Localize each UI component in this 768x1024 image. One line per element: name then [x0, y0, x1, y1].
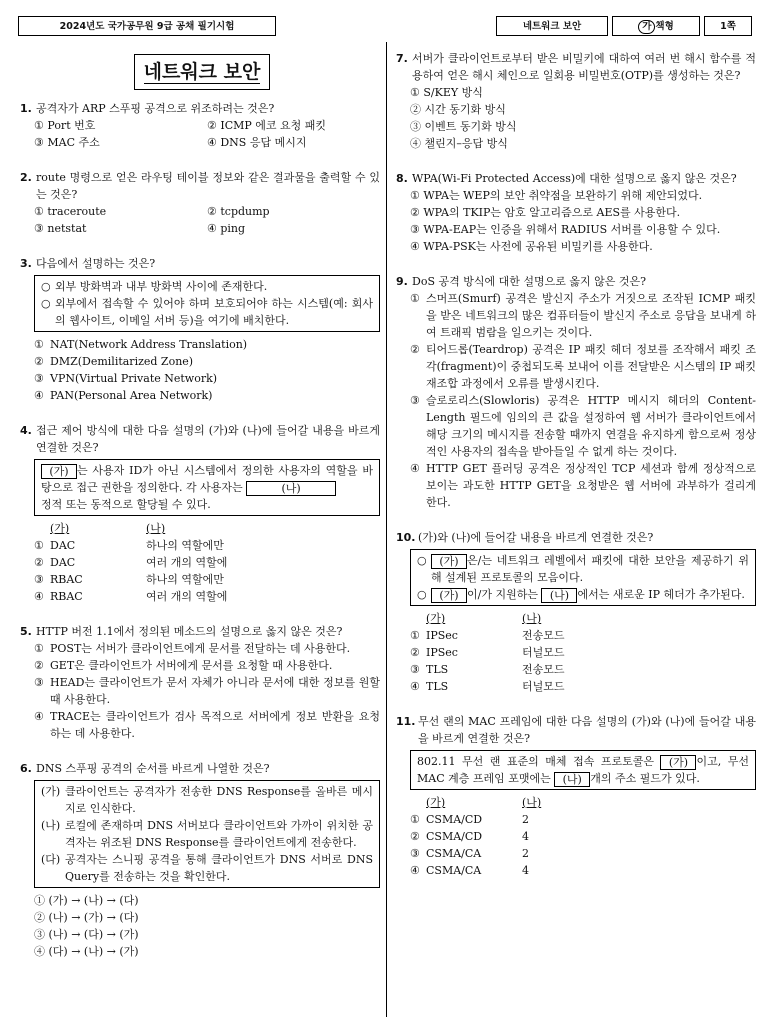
- option-4[interactable]: ④ (다) → (나) → (가): [34, 945, 139, 958]
- option-1[interactable]: ① DAC 하나의 역할에만: [34, 539, 224, 552]
- question-8: [396, 170, 756, 255]
- question-number: 7.: [396, 52, 408, 65]
- question-5: [20, 623, 380, 742]
- question-text: route 명령으로 얻은 라우팅 테이블 정보와 같은 결과물을 출력할 수 있는 것은?: [36, 171, 380, 201]
- booklet-mark: 가: [638, 20, 655, 34]
- option-3[interactable]: ③ CSMA/CA 2: [410, 847, 529, 860]
- blank-ga: (가): [660, 755, 696, 770]
- option-2[interactable]: ② ICMP 에코 요청 패킷: [207, 119, 327, 132]
- question-2: [20, 169, 380, 237]
- item-label: (나): [41, 819, 61, 832]
- question-text: 공격자가 ARP 스푸핑 공격으로 위조하려는 것은?: [36, 102, 275, 115]
- column-header-ga: (가): [50, 522, 70, 535]
- box-text: 802.11 무선 랜 표준의 매체 접속 프로토콜은: [417, 755, 654, 768]
- question-10: [396, 529, 756, 695]
- option-1[interactable]: ① POST는 서버가 클라이언트에게 문서를 전달하는 데 사용한다.: [34, 642, 351, 655]
- bullet-icon: ○: [417, 554, 427, 567]
- question-number: 9.: [396, 275, 408, 288]
- question-box: [34, 459, 380, 516]
- option-4[interactable]: ④ DNS 응답 메시지: [207, 136, 307, 149]
- bullet-icon: ○: [417, 588, 427, 601]
- option-4[interactable]: ④ TRACE는 클라이언트가 검사 목적으로 서버에게 정보 반환을 요청하는 데 사용한다.: [34, 710, 380, 740]
- box-text: 는 사용자 ID가 아닌 시스템에서 정의한 사용자의 역할을 바탕으로 접근 권한을 정의한다. 각 사용자는: [41, 464, 373, 494]
- question-number: 4.: [20, 424, 32, 437]
- exam-header: 2024년도 국가공무원 9급 공채 필기시험: [18, 16, 276, 36]
- question-number: 11.: [396, 715, 416, 728]
- question-box: [34, 275, 380, 332]
- option-1[interactable]: ① (가) → (나) → (다): [34, 894, 139, 907]
- option-1[interactable]: ① CSMA/CD 2: [410, 813, 529, 826]
- question-6: [20, 760, 380, 960]
- question-number: 1.: [20, 102, 32, 115]
- question-box: [410, 750, 756, 790]
- question-box: [34, 780, 380, 888]
- column-header-na: (나): [522, 612, 542, 625]
- option-1[interactable]: ① S/KEY 방식: [410, 86, 483, 99]
- option-2[interactable]: ② WPA의 TKIP는 암호 알고리즘으로 AES를 사용한다.: [410, 206, 681, 219]
- option-1[interactable]: ① traceroute: [34, 205, 107, 218]
- option-2[interactable]: ② IPSec 터널모드: [410, 646, 565, 659]
- option-3[interactable]: ③ (나) → (다) → (가): [34, 928, 139, 941]
- option-2[interactable]: ② (나) → (가) → (다): [34, 911, 139, 924]
- option-4[interactable]: ④ WPA-PSK는 사전에 공유된 비밀키를 사용한다.: [410, 240, 653, 253]
- blank-na: (나): [246, 481, 336, 496]
- question-text: HTTP 버전 1.1에서 정의된 메소드의 설명으로 옳지 않은 것은?: [36, 625, 343, 638]
- option-1[interactable]: ① IPSec 전송모드: [410, 629, 565, 642]
- blank-ga: (가): [41, 464, 77, 479]
- question-number: 3.: [20, 257, 32, 270]
- option-4[interactable]: ④ HTTP GET 플러딩 공격은 정상적인 TCP 세션과 함께 정상적으로 보이는 과도한 HTTP GET을 요청받은 웹 서버에 과부하가 걸리게 한다.: [410, 462, 756, 509]
- left-column: [20, 100, 380, 978]
- column-header-na: (나): [522, 796, 542, 809]
- question-text: 접근 제어 방식에 대한 다음 설명의 (가)와 (나)에 들어갈 내용을 바르게 연결한 것은?: [36, 424, 380, 454]
- option-3[interactable]: ③ netstat: [34, 222, 87, 235]
- question-text: 서버가 클라이언트로부터 받은 비밀키에 대하여 여러 번 해시 함수를 적용하여 얻은 해시 체인으로 일회용 비밀번호(OTP)를 생성하는 것은?: [412, 52, 756, 82]
- option-3[interactable]: ③ TLS 전송모드: [410, 663, 565, 676]
- question-9: [396, 273, 756, 511]
- question-4: [20, 422, 380, 605]
- option-4[interactable]: ④ CSMA/CA 4: [410, 864, 529, 877]
- option-2[interactable]: ② DAC 여러 개의 역할에: [34, 556, 228, 569]
- option-1[interactable]: ① Port 번호: [34, 119, 96, 132]
- option-1[interactable]: ① 스머프(Smurf) 공격은 발신지 주소가 거짓으로 조작된 ICMP 패킷을 받은 네트워크의 많은 컴퓨터들이 발신지 주소로 응답을 보내게 하여 트래픽 범람을 일으키는 것이다.: [410, 292, 756, 339]
- option-1[interactable]: ① NAT(Network Address Translation): [34, 338, 248, 351]
- box-text: 이/가 지원하는: [467, 588, 538, 601]
- blank-na: (나): [554, 772, 590, 787]
- option-3[interactable]: ③ HEAD는 클라이언트가 문서 자체가 아니라 문서에 대한 정보를 원할 때 사용한다.: [34, 676, 380, 706]
- question-number: 8.: [396, 172, 408, 185]
- option-4[interactable]: ④ ping: [207, 222, 246, 235]
- option-4[interactable]: ④ TLS 터널모드: [410, 680, 565, 693]
- column-header-ga: (가): [426, 612, 446, 625]
- option-3[interactable]: ③ 슬로로리스(Slowloris) 공격은 HTTP 메시지 헤더의 Content-Length 필드에 임의의 큰 값을 설정하여 웹 서버가 클라이언트에서 해당 크기의 메시지를 전송할 때까지 연결을 유지하게 함으로써 정상적인 사용자의 접속을 받아들일 수 없게 하는 것이다.: [410, 394, 756, 458]
- option-3[interactable]: ③ MAC 주소: [34, 136, 100, 149]
- option-2[interactable]: ② CSMA/CD 4: [410, 830, 529, 843]
- box-statement: 클라이언트는 공격자가 전송한 DNS Response를 올바른 메시지로 인식한다.: [65, 785, 373, 815]
- question-11: [396, 713, 756, 879]
- option-2[interactable]: ② tcpdump: [207, 205, 270, 218]
- box-text: 이고, 무선 MAC 계층 프레임 포맷에는: [417, 755, 749, 785]
- bullet-icon: ○: [41, 280, 51, 293]
- option-4[interactable]: ④ PAN(Personal Area Network): [34, 389, 213, 402]
- box-text: 은/는 네트워크 레벨에서 패킷에 대한 보안을 제공하기 위해 설계된 프로토콜의 모음이다.: [431, 554, 749, 584]
- question-number: 10.: [396, 531, 416, 544]
- question-text: (가)와 (나)에 들어갈 내용을 바르게 연결한 것은?: [418, 531, 654, 544]
- item-label: (가): [41, 785, 61, 798]
- blank-ga: (가): [431, 554, 467, 569]
- question-text: DNS 스푸핑 공격의 순서를 바르게 나열한 것은?: [36, 762, 270, 775]
- box-statement: 외부 방화벽과 내부 방화벽 사이에 존재한다.: [55, 280, 268, 293]
- option-2[interactable]: ② 티어드롭(Teardrop) 공격은 IP 패킷 헤더 정보를 조작해서 패킷 조각(fragment)이 중첩되도록 보내어 이를 전달받은 시스템의 IP 패킷 재조합 과정에서 오류를 발생시킨다.: [410, 343, 756, 390]
- box-text: 개의 주소 필드가 있다.: [590, 772, 700, 785]
- blank-na: (나): [541, 588, 577, 603]
- question-text: 다음에서 설명하는 것은?: [36, 257, 156, 270]
- option-4[interactable]: ④ RBAC 여러 개의 역할에: [34, 590, 228, 603]
- booklet-label: 책형: [655, 21, 674, 32]
- option-3[interactable]: ③ WPA-EAP는 인증을 위해서 RADIUS 서버를 이용할 수 있다.: [410, 223, 721, 236]
- column-divider: [386, 42, 387, 1017]
- question-1: [20, 100, 380, 151]
- page-title: 네트워크 보안: [134, 54, 270, 90]
- question-7: [396, 50, 756, 152]
- box-statement: 로컬에 존재하며 DNS 서버보다 클라이언트와 가까이 위치한 공격자는 위조된 DNS Response를 클라이언트에게 전송한다.: [65, 819, 373, 849]
- option-3[interactable]: ③ VPN(Virtual Private Network): [34, 372, 218, 385]
- option-1[interactable]: ① WPA는 WEP의 보안 취약점을 보완하기 위해 제안되었다.: [410, 189, 703, 202]
- box-text: 정적 또는 동적으로 할당될 수 있다.: [41, 498, 211, 511]
- booklet-type: [612, 16, 700, 36]
- question-text: WPA(Wi-Fi Protected Access)에 대한 설명으로 옳지 않은 것은?: [412, 172, 737, 185]
- option-3[interactable]: ③ 이벤트 동기화 방식: [410, 120, 517, 133]
- question-text: DoS 공격 방식에 대한 설명으로 옳지 않은 것은?: [412, 275, 646, 288]
- question-number: 5.: [20, 625, 32, 638]
- option-2[interactable]: ② 시간 동기화 방식: [410, 103, 506, 116]
- right-column: [396, 50, 756, 897]
- blank-ga: (가): [431, 588, 467, 603]
- question-3: [20, 255, 380, 404]
- box-statement: 외부에서 접속할 수 있어야 하며 보호되어야 하는 시스템(예: 회사의 웹사이트, 이메일 서버 등)을 여기에 배치한다.: [55, 297, 373, 327]
- question-number: 6.: [20, 762, 32, 775]
- option-3[interactable]: ③ RBAC 하나의 역할에만: [34, 573, 224, 586]
- item-label: (다): [41, 853, 61, 866]
- box-text: 에서는 새로운 IP 헤더가 추가된다.: [577, 588, 745, 601]
- option-2[interactable]: ② GET은 클라이언트가 서버에게 문서를 요청할 때 사용한다.: [34, 659, 333, 672]
- question-box: [410, 549, 756, 606]
- column-header-ga: (가): [426, 796, 446, 809]
- option-4[interactable]: ④ 챌린지–응답 방식: [410, 137, 508, 150]
- bullet-icon: ○: [41, 297, 51, 310]
- box-statement: 공격자는 스니핑 공격을 통해 클라이언트가 DNS 서버로 DNS Query를 전송하는 것을 확인한다.: [65, 853, 373, 883]
- page-number: 1쪽: [704, 16, 752, 36]
- column-header-na: (나): [146, 522, 166, 535]
- subject-header: 네트워크 보안: [496, 16, 608, 36]
- option-2[interactable]: ② DMZ(Demilitarized Zone): [34, 355, 194, 368]
- question-text: 무선 랜의 MAC 프레임에 대한 다음 설명의 (가)와 (나)에 들어갈 내용을 바르게 연결한 것은?: [418, 715, 756, 745]
- question-number: 2.: [20, 171, 32, 184]
